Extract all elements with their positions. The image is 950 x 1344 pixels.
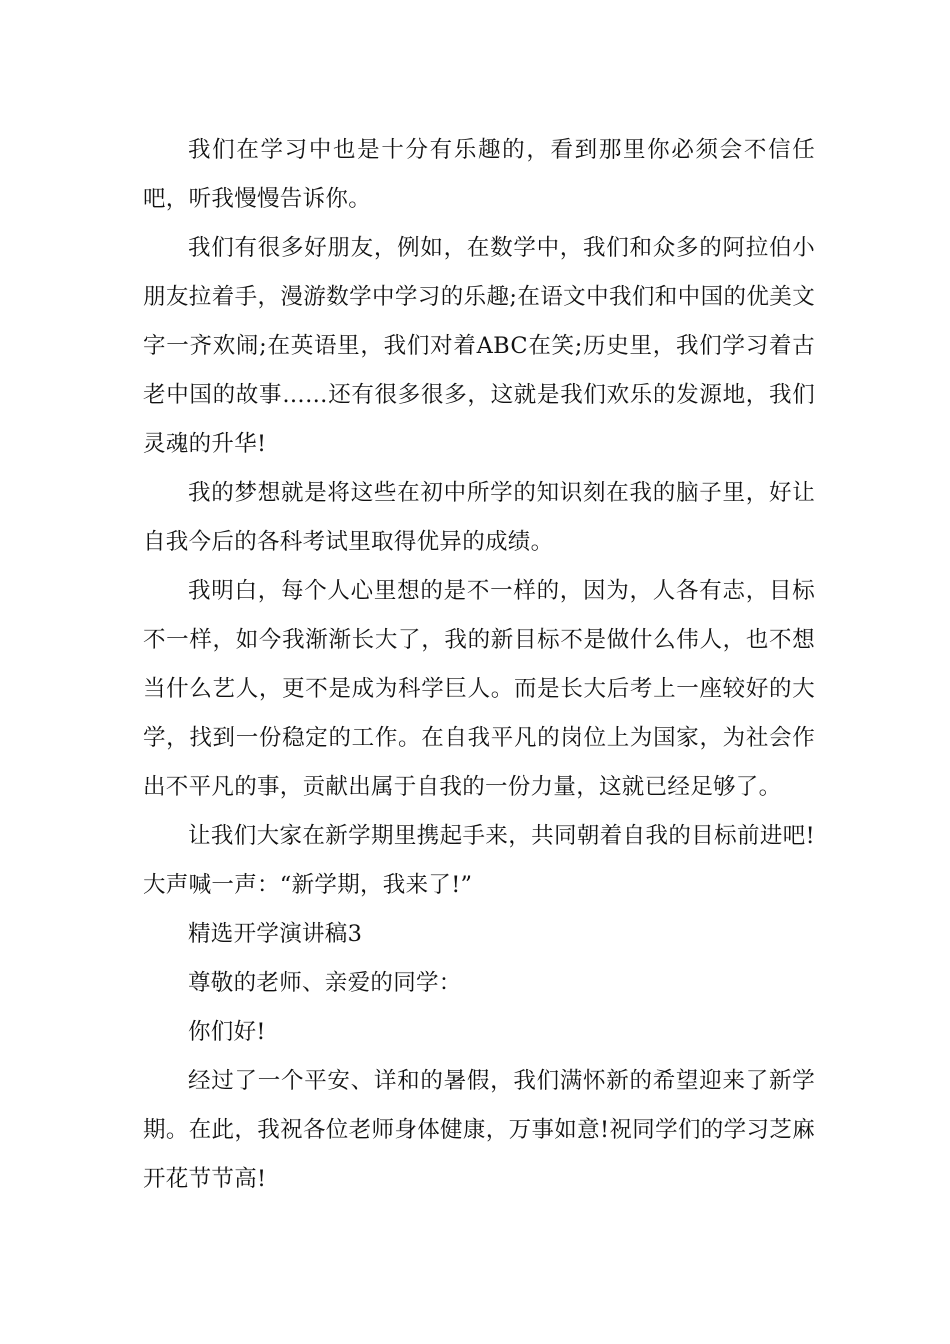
paragraph: 我明白，每个人心里想的是不一样的，因为，人各有志，目标不一样，如今我渐渐长大了，我的新目标不是做什么伟人，也不想当什么艺人，更不是成为科学巨人。而是长大后考上一座较好的大学，找到一份稳定的工作。在自我平凡的岗位上为国家，为社会作出不平凡的事，贡献出属于自我的一份力量，这就已经足够了。 bbox=[143, 578, 815, 800]
section-heading: 精选开学演讲稿3 bbox=[188, 921, 363, 947]
document-body bbox=[143, 126, 815, 1204]
paragraph: 让我们大家在新学期里携起手来，共同朝着自我的目标前进吧!大声喊一声：“新学期，我来了!” bbox=[143, 823, 815, 898]
greeting: 你们好! bbox=[188, 1019, 266, 1045]
paragraph: 我的梦想就是将这些在初中所学的知识刻在我的脑子里，好让自我今后的各科考试里取得优异的成绩。 bbox=[143, 480, 815, 555]
salutation: 尊敬的老师、亲爱的同学： bbox=[188, 970, 462, 996]
paragraph: 我们在学习中也是十分有乐趣的，看到那里你必须会不信任吧，听我慢慢告诉你。 bbox=[143, 137, 815, 212]
paragraph: 我们有很多好朋友，例如，在数学中，我们和众多的阿拉伯小朋友拉着手，漫游数学中学习的乐趣;在语文中我们和中国的优美文字一齐欢闹;在英语里，我们对着ABC在笑;历史里，我们学习着古老中国的故事……还有很多很多，这就是我们欢乐的发源地，我们灵魂的升华! bbox=[143, 235, 815, 457]
paragraph: 经过了一个平安、详和的暑假，我们满怀新的希望迎来了新学期。在此，我祝各位老师身体健康，万事如意!祝同学们的学习芝麻开花节节高! bbox=[143, 1068, 815, 1192]
